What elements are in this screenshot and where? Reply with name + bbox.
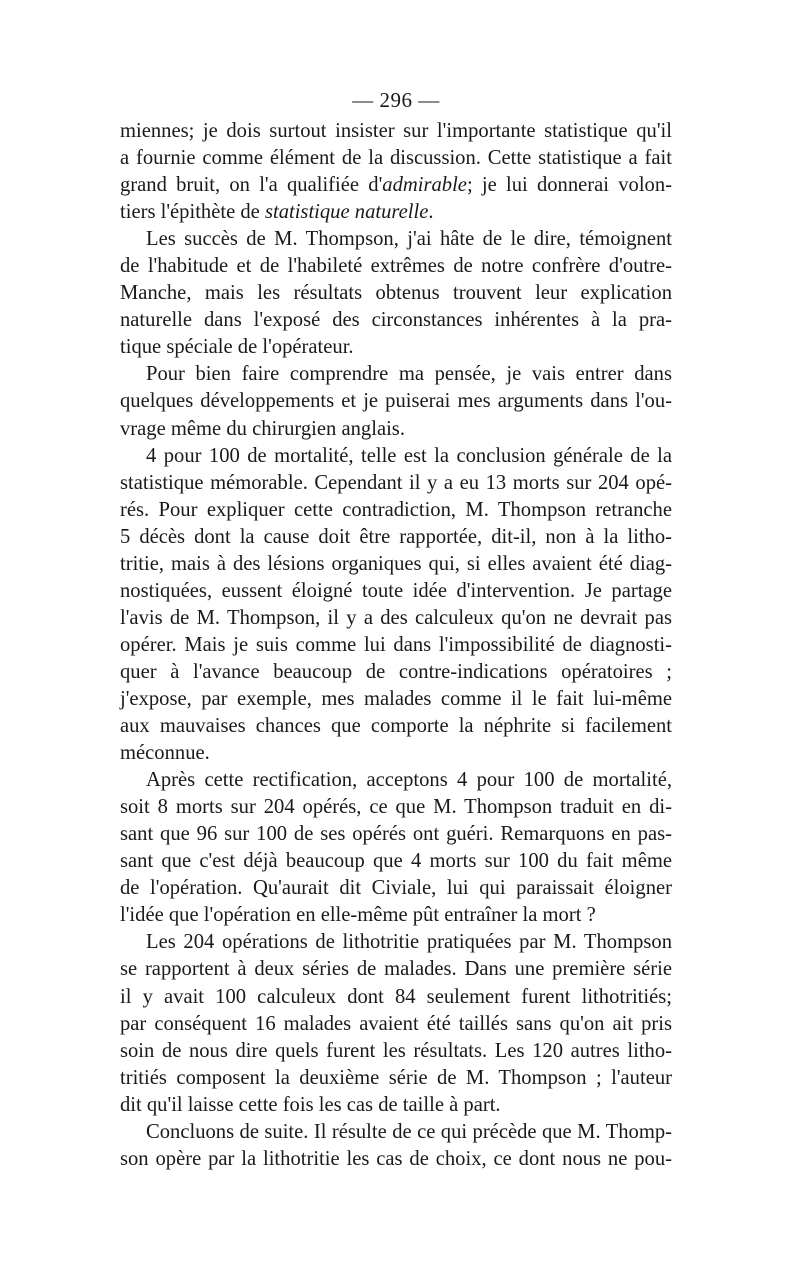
book-page — [120, 0, 672, 1262]
text-line: tique spéciale de l'opérateur. — [120, 336, 354, 359]
text-line: Les succès de M. Thompson, j'ai hâte de le dire, témoignent — [146, 228, 672, 251]
text-line: miennes; je dois surtout insister sur l'importante statistique qu'il — [120, 120, 672, 142]
text-line: quer à l'avance beaucoup de contre-indications opératoires ; — [120, 660, 672, 683]
text-line: méconnue. — [120, 742, 210, 765]
text-line: aux mauvaises chances que comporte la néphrite si facilement — [120, 715, 672, 738]
text-line: soin de nous dire quels furent les résultats. Les 120 autres litho- — [120, 1039, 672, 1062]
paragraph — [120, 361, 672, 442]
paragraph — [120, 226, 672, 361]
text-line: de l'habitude et de l'habileté extrêmes de notre confrère d'outre- — [120, 255, 672, 278]
text-line: son opère par la lithotritie les cas de choix, ce dont nous ne pou- — [120, 1147, 672, 1170]
paragraph — [120, 118, 672, 226]
text-line: soit 8 morts sur 204 opérés, ce que M. Thompson traduit en di- — [120, 796, 672, 819]
text-line: nostiquées, eussent éloigné toute idée d'intervention. Je partage — [120, 579, 672, 602]
text-line: Après cette rectification, acceptons 4 pour 100 de mortalité, — [146, 769, 672, 792]
text-line: rés. Pour expliquer cette contradiction, M. Thompson retranche — [120, 498, 672, 521]
text-line: de l'opération. Qu'aurait dit Civiale, lui qui paraissait éloigner — [120, 877, 672, 900]
text-line: naturelle dans l'exposé des circonstances inhérentes à la pra- — [120, 309, 672, 332]
paragraph — [120, 767, 672, 929]
text-line: Concluons de suite. Il résulte de ce qui précède que M. Thomp- — [146, 1120, 672, 1143]
text-line: Pour bien faire comprendre ma pensée, je vais entrer dans — [146, 363, 672, 386]
text-line: dit qu'il laisse cette fois les cas de taille à part. — [120, 1093, 501, 1116]
text-line: grand bruit, on l'a qualifiée d'admirable; je lui donnerai volon- — [120, 174, 672, 197]
text-line: statistique mémorable. Cependant il y a eu 13 morts sur 204 opé- — [120, 471, 672, 494]
text-line: tiers l'épithète de statistique naturelle. — [120, 201, 434, 224]
text-line: l'idée que l'opération en elle-même pût entraîner la mort ? — [120, 904, 596, 927]
text-line: il y avait 100 calculeux dont 84 seulement furent lithotritiés; — [120, 985, 672, 1008]
text-line: opérer. Mais je suis comme lui dans l'impossibilité de diagnosti- — [120, 633, 672, 656]
text-line: par conséquent 16 malades avaient été taillés sans qu'on ait pris — [120, 1012, 672, 1035]
text-line: Manche, mais les résultats obtenus trouvent leur explication — [120, 282, 672, 305]
text-line: l'avis de M. Thompson, il y a des calculeux qu'on ne devrait pas — [120, 606, 672, 629]
page-number: — 296 — — [352, 88, 440, 112]
text-line: tritiés composent la deuxième série de M. Thompson ; l'auteur — [120, 1066, 672, 1089]
text-line: a fournie comme élément de la discussion. Cette statistique a fait — [120, 147, 672, 170]
text-line: 5 décès dont la cause doit être rapportée, dit-il, non à la litho- — [120, 525, 672, 548]
text-line: 4 pour 100 de mortalité, telle est la conclusion générale de la — [146, 444, 672, 467]
text-line: se rapportent à deux séries de malades. Dans une première série — [120, 958, 672, 981]
text-line: tritie, mais à des lésions organiques qui, si elles avaient été diag- — [120, 552, 672, 575]
text-line: sant que 96 sur 100 de ses opérés ont guéri. Remarquons en pas- — [120, 823, 672, 846]
body-text — [120, 118, 672, 1173]
paragraph — [120, 443, 672, 768]
paragraph — [120, 929, 672, 1118]
text-line: quelques développements et je puiserai mes arguments dans l'ou- — [120, 390, 672, 413]
text-line: sant que c'est déjà beaucoup que 4 morts sur 100 du fait même — [120, 850, 672, 873]
text-line: Les 204 opérations de lithotritie pratiquées par M. Thompson — [146, 931, 672, 954]
text-line: j'expose, par exemple, mes malades comme il le fait lui-même — [120, 687, 672, 710]
paragraph — [120, 1119, 672, 1173]
text-line: vrage même du chirurgien anglais. — [120, 417, 405, 440]
